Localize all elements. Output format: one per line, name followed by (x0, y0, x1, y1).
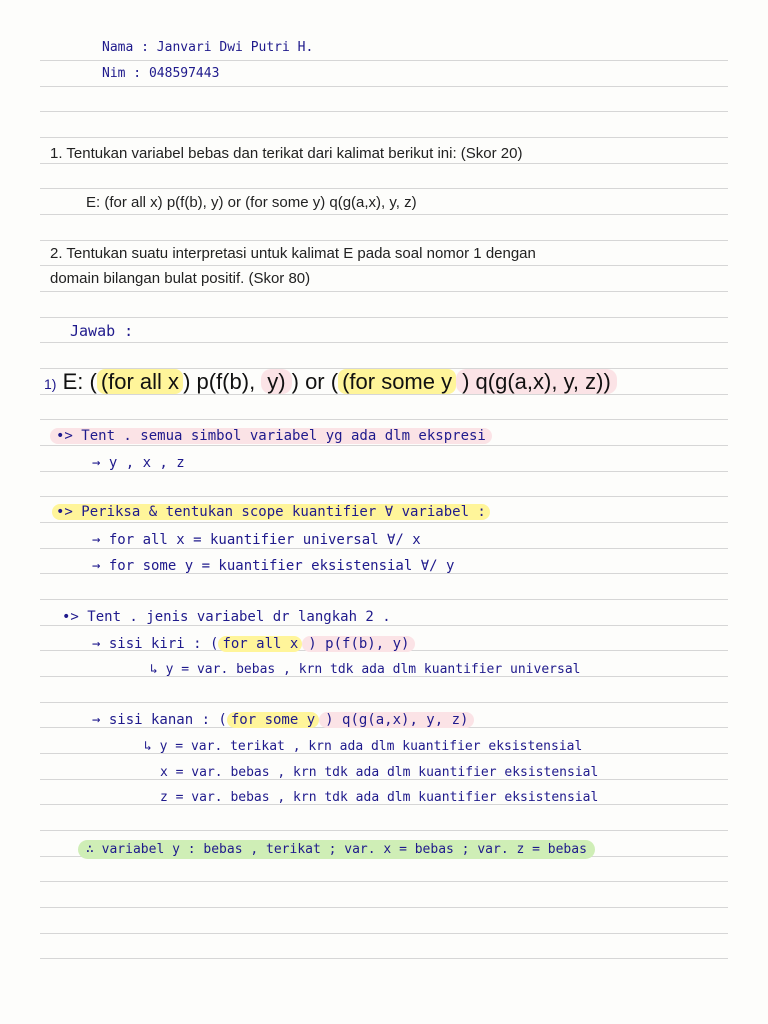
student-nim: Nim : 048597443 (102, 66, 220, 81)
left-note: ↳ y = var. bebas , krn tdk ada dlm kuantifier universal (150, 662, 581, 677)
expr-forall: (for all x (97, 369, 183, 394)
expr-mid: ) p(f(b), (183, 369, 262, 394)
question-2-line-1: 2. Tentukan suatu interpretasi untuk kalimat E pada soal nomor 1 dengan (50, 245, 536, 262)
right-suffix: ) q(g(a,x), y, z) (319, 712, 474, 728)
expr-y: y) (261, 369, 291, 394)
right-note-x: x = var. bebas , krn tdk ada dlm kuantifier eksistensial (160, 765, 599, 780)
left-forall: for all x (218, 636, 302, 652)
step-1-title: •> Tent . semua simbol variabel yg ada dlm ekspresi (50, 428, 492, 444)
right-note-y: ↳ y = var. terikat , krn ada dlm kuantifier eksistensial (144, 739, 583, 754)
left-suffix: ) p(f(b), y) (302, 636, 415, 652)
answer-label: Jawab : (70, 322, 134, 340)
expr-or: ) or ( (291, 369, 339, 394)
step-2-forsome: → for some y = kuantifier eksistensial ∀/ y (92, 558, 455, 574)
expr-forsome: (for some y (338, 369, 456, 394)
expr-prefix: E: ( (62, 369, 97, 394)
question-1-expression: E: (for all x) p(f(b), y) or (for some y) q(g(a,x), y, z) (86, 194, 417, 211)
question-1: 1. Tentukan variabel bebas dan terikat dari kalimat berikut ini: (Skor 20) (50, 145, 523, 162)
student-name: Nama : Janvari Dwi Putri H. (102, 40, 314, 55)
answer-expression (44, 369, 617, 395)
step-3-title: •> Tent . jenis variabel dr langkah 2 . (62, 609, 391, 625)
step-2-title: •> Periksa & tentukan scope kuantifier ∀ variabel : (52, 504, 490, 520)
right-note-z: z = var. bebas , krn tdk ada dlm kuantifier eksistensial (160, 790, 599, 805)
right-side: → sisi kanan : ( for some y ) q(g(a,x), y, z) (92, 712, 474, 728)
question-2-line-2: domain bilangan bulat positif. (Skor 80) (50, 270, 311, 287)
answer-number: 1) (44, 376, 57, 392)
right-forsome: for some y (227, 712, 319, 728)
conclusion: ∴ variabel y : bebas , terikat ; var. x = bebas ; var. z = bebas (78, 842, 595, 857)
expr-end: ) q(g(a,x), y, z)) (456, 369, 617, 394)
left-side: → sisi kiri : ( for all x ) p(f(b), y) (92, 636, 415, 652)
step-1-variables: → y , x , z (92, 455, 185, 471)
step-2-forall: → for all x = kuantifier universal ∀/ x (92, 532, 421, 548)
